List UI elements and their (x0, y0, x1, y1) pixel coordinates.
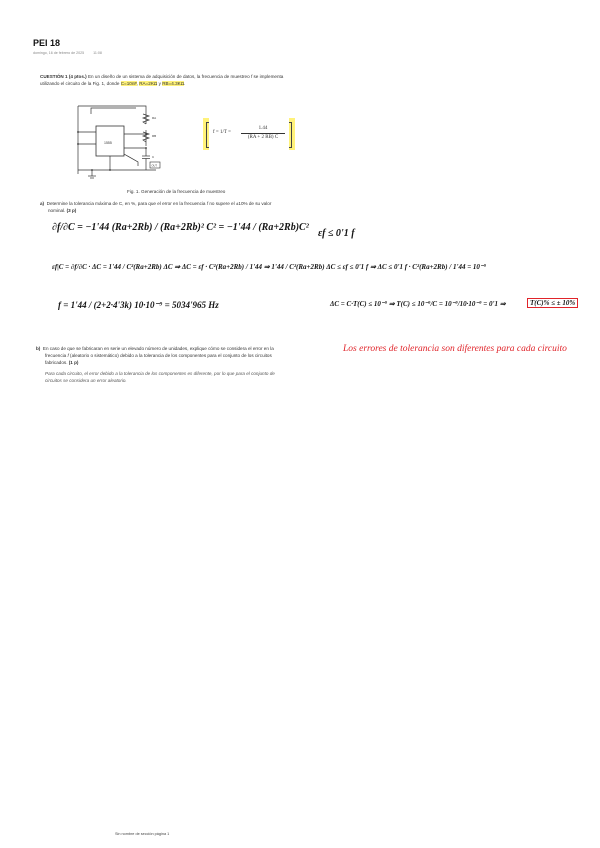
formula-lhs: f = 1/T = (213, 130, 231, 135)
handwritten-delta-c: εf|C = ∂f/∂C · ΔC = 1'44 / C²(Ra+2Rb) ΔC ⇒ ΔC = εf · C²(Ra+2Rb) / 1'44 ⇒ 1'44 / C²(Ra+2Rb) ΔC ≤ εf ≤ 0'1 f ⇒ ΔC ≤ 0'1 f · C²(Ra+2Rb) / 1'44 = 10⁻⁹ (52, 263, 487, 271)
page-date: domingo, 16 de febrero de 2025 (33, 51, 85, 55)
part-b-answer-line-1: Para cada circuito, el error debido a la tolerancia de los componentes es diferente, por lo que para el conjunto de (45, 371, 275, 376)
handwritten-error-bound: εf ≤ 0'1 f (318, 228, 355, 239)
part-a-line-2: nominal. (3 p) (48, 208, 77, 213)
c-label: C (152, 155, 155, 159)
handwritten-frequency-value: f = 1'44 / (2+2·4'3k) 10·10⁻⁹ = 5034'965 Hz (58, 300, 219, 310)
figure-caption: Fig. 1. Generación de la frecuencia de muestreo (127, 189, 226, 194)
bracket-left (206, 122, 209, 148)
highlight-c-value: C=10nF (120, 81, 137, 86)
handwritten-derivative: ∂f/∂C = −1'44 (Ra+2Rb) / (Ra+2Rb)² C² = −1'44 / (Ra+2Rb)C² (52, 222, 309, 233)
bracket-right (289, 122, 292, 148)
formula-fraction-bar (241, 133, 285, 134)
highlight-ra-value: RA=2KΩ (139, 81, 158, 86)
question-1-line-1: CUESTIÓN 1 (4 ptos.) En un diseño de un sistema de adquisición de datos, la frecuencia de muestreo f se implementa (40, 74, 284, 79)
page-title: PEI 18 (33, 38, 61, 48)
part-b-line-1: b) En caso de que se fabricaran en serie un elevado número de unidades, explique cómo se considera el error en la (36, 346, 274, 351)
page-footer: Sin nombre de sección página 1 (115, 832, 170, 836)
page-time: 11:08 (93, 51, 102, 55)
handwritten-result-box: T(C)% ≤ ± 10% (527, 298, 578, 308)
formula-denominator: (RA + 2 RB) C (247, 135, 279, 140)
part-b-answer-line-2: circuitos se considera un error aleatorio. (45, 378, 127, 383)
part-b-line-3: fabricados. (1 p) (45, 360, 79, 365)
handwritten-red-note: Los errores de tolerancia son diferentes para cada circuito (343, 344, 567, 354)
rb-label: RB (152, 134, 157, 138)
question-1-statement (40, 73, 370, 87)
question-1-line-2: utilizando el circuito de la Fig. 1, donde C=10nF, RA=2KΩ y RB=4.3KΩ. (40, 81, 186, 86)
chip-label: 1555 (104, 141, 112, 145)
page-metadata (33, 51, 110, 55)
part-a-statement (40, 200, 370, 214)
ra-label: RA (152, 116, 157, 120)
part-b-statement (36, 345, 336, 384)
highlight-rb-value: RB=4.3KΩ (162, 81, 185, 86)
out-label: OUT (151, 164, 157, 168)
timer-555-circuit-diagram (66, 104, 166, 180)
part-b-line-2: frecuencia f (aleatorio o sistemático) debido a la tolerancia de los componentes para el conjunto de los circuitos (45, 353, 272, 358)
formula-numerator: 1.44 (258, 126, 268, 131)
part-a-line-1: a) Determine la tolerancia máxima de C, en %, para que el error en la frecuencia f no supere el ±10% de su valor (40, 201, 272, 206)
handwritten-tolerance-derivation: ΔC = C·T(C) ≤ 10⁻⁹ ⇒ T(C) ≤ 10⁻⁹/C = 10⁻⁹/10·10⁻⁹ = 0'1 ⇒ (330, 300, 506, 308)
frequency-formula (203, 118, 295, 150)
